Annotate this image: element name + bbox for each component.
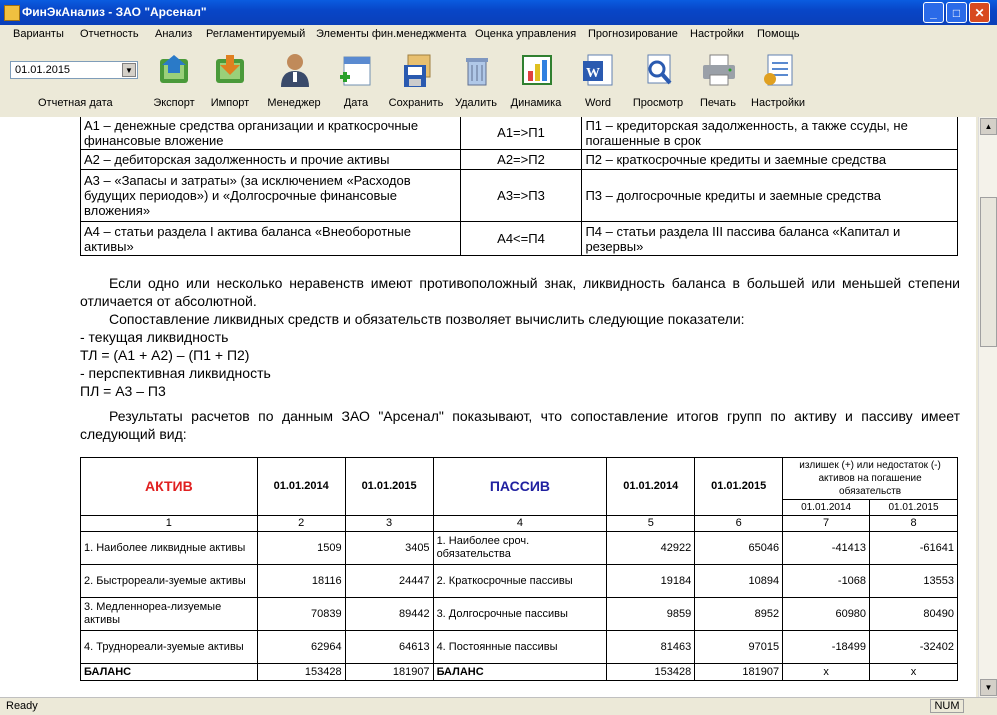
minimize-button[interactable]: _ bbox=[923, 2, 944, 23]
import-icon bbox=[212, 51, 250, 89]
table-row: 4. Труднореали-зуемые активы 62964 64613 4. Постоянные пассивы 81463 97015 -18499 -32402 bbox=[81, 631, 958, 664]
scroll-down-icon[interactable]: ▼ bbox=[980, 679, 997, 696]
date-button[interactable]: Дата bbox=[326, 51, 386, 113]
table-row: А2 – дебиторская задолженность и прочие активы А2=>П2 П2 – краткосрочные кредиты и заемные средства bbox=[81, 150, 958, 170]
text-block-1: Если одно или несколько неравенств имеют противоположный знак, ликвидность баланса в большей или меньшей степени отличается от абсолютной. Сопоставление ликвидных средств и обязательств позволяет вычислить следующие показатели: - текущая ликвидность ТЛ = (А1 + А2) – (П1 + П2) - перспективная ликвидность ПЛ = А3 – П3 bbox=[80, 275, 960, 399]
scroll-up-icon[interactable]: ▲ bbox=[980, 118, 997, 135]
chevron-down-icon[interactable]: ▼ bbox=[122, 63, 136, 77]
app-icon bbox=[4, 5, 20, 21]
settings-button[interactable]: Настройки bbox=[748, 51, 808, 113]
close-button[interactable]: ✕ bbox=[969, 2, 990, 23]
table-row: 2. Быстрореали-зуемые активы 18116 24447 2. Краткосрочные пассивы 19184 10894 -1068 13553 bbox=[81, 565, 958, 598]
calendar-icon bbox=[338, 51, 376, 89]
preview-button[interactable]: Просмотр bbox=[628, 51, 688, 113]
vertical-scrollbar[interactable] bbox=[978, 117, 997, 697]
dynamics-button[interactable]: Динамика bbox=[506, 51, 566, 113]
svg-text:W: W bbox=[586, 66, 600, 81]
menu-help[interactable]: Помощь bbox=[757, 28, 800, 40]
menu-bar bbox=[0, 25, 997, 45]
printer-icon bbox=[700, 51, 738, 89]
word-button[interactable]: W Word bbox=[568, 51, 628, 113]
menu-reporting[interactable]: Отчетность bbox=[80, 28, 139, 40]
table-row: А1 – денежные средства организации и краткосрочные финансовые вложение А1=>П1 П1 – кредиторская задолженность, а также ссуды, не погашенные в срок bbox=[81, 117, 958, 150]
maximize-button[interactable]: □ bbox=[946, 2, 967, 23]
aktiv-header: АКТИВ bbox=[81, 458, 258, 516]
menu-management-assessment[interactable]: Оценка управления bbox=[475, 28, 577, 40]
report-date-label: Отчетная дата bbox=[38, 97, 113, 109]
column-number-row: 1 2 3 4 5 6 7 8 bbox=[81, 516, 958, 532]
manager-icon bbox=[276, 51, 314, 89]
menu-variants[interactable]: Варианты bbox=[13, 28, 64, 40]
text-block-2: Результаты расчетов по данным ЗАО "Арсенал" показывают, что сопоставление итогов групп по активу и пассиву имеет следующий вид: bbox=[80, 408, 960, 442]
surplus-header: излишек (+) или недостаток (-) активов на погашение обязательств bbox=[783, 458, 958, 500]
export-icon bbox=[156, 51, 194, 89]
word-icon bbox=[580, 51, 618, 89]
table-row: 1. Наиболее ликвидные активы 1509 3405 1. Наиболее сроч. обязательства 42922 65046 -41413 -61641 bbox=[81, 532, 958, 565]
chart-icon bbox=[518, 51, 556, 89]
table-row: А4 – статьи раздела I актива баланса «Внеоборотные активы» А4<=П4 П4 – статьи раздела III пассива баланса «Капитал и резервы» bbox=[81, 222, 958, 256]
table-row: 3. Медленнореа-лизуемые активы 70839 89442 3. Долгосрочные пассивы 9859 8952 60980 80490 bbox=[81, 598, 958, 631]
report-content bbox=[0, 117, 976, 697]
manager-button[interactable]: Менеджер bbox=[264, 51, 324, 113]
import-button[interactable]: Импорт bbox=[200, 51, 260, 113]
menu-settings[interactable]: Настройки bbox=[690, 28, 744, 40]
preview-icon bbox=[640, 51, 678, 89]
liquidity-conditions-table bbox=[80, 117, 958, 256]
scroll-thumb[interactable] bbox=[980, 197, 997, 347]
print-button[interactable]: Печать bbox=[688, 51, 748, 113]
menu-fin-management[interactable]: Элементы фин.менеджмента bbox=[316, 28, 467, 40]
settings-icon bbox=[760, 51, 798, 89]
passiv-header: ПАССИВ bbox=[433, 458, 607, 516]
export-button[interactable]: Экспорт bbox=[144, 51, 204, 113]
menu-analysis[interactable]: Анализ bbox=[155, 28, 193, 40]
total-row: БАЛАНС 153428 181907 БАЛАНС 153428 181907 х х bbox=[81, 664, 958, 681]
report-date-select[interactable] bbox=[10, 61, 138, 79]
status-text: Ready bbox=[6, 700, 38, 712]
menu-forecasting[interactable]: Прогнозирование bbox=[588, 28, 678, 40]
status-bar bbox=[0, 697, 997, 715]
table-row: А3 – «Запасы и затраты» (за исключением «Расходов будущих периодов») и «Долгосрочные финансовые вложения» А3=>П3 П3 – долгосрочные кредиты и заемные средства bbox=[81, 170, 958, 222]
save-icon bbox=[398, 51, 436, 89]
toolbar bbox=[0, 45, 997, 117]
title-bar bbox=[0, 0, 997, 25]
table-header-row: АКТИВ 01.01.2014 01.01.2015 ПАССИВ 01.01.2014 01.01.2015 излишек (+) или недостаток (-) активов на погашение обязательств bbox=[81, 458, 958, 500]
table-header-row: 01.01.2014 01.01.2015 bbox=[81, 500, 958, 516]
menu-regulated[interactable]: Регламентируемый bbox=[206, 28, 306, 40]
delete-button[interactable]: Удалить bbox=[446, 51, 506, 113]
report-date-value: 01.01.2015 bbox=[15, 64, 71, 76]
save-button[interactable]: Сохранить bbox=[386, 51, 446, 113]
window-title: ФинЭкАнализ - ЗАО "Арсенал" bbox=[22, 5, 207, 19]
balance-liquidity-table bbox=[80, 457, 958, 681]
num-lock-indicator: NUM bbox=[930, 699, 964, 713]
trash-icon bbox=[458, 51, 496, 89]
